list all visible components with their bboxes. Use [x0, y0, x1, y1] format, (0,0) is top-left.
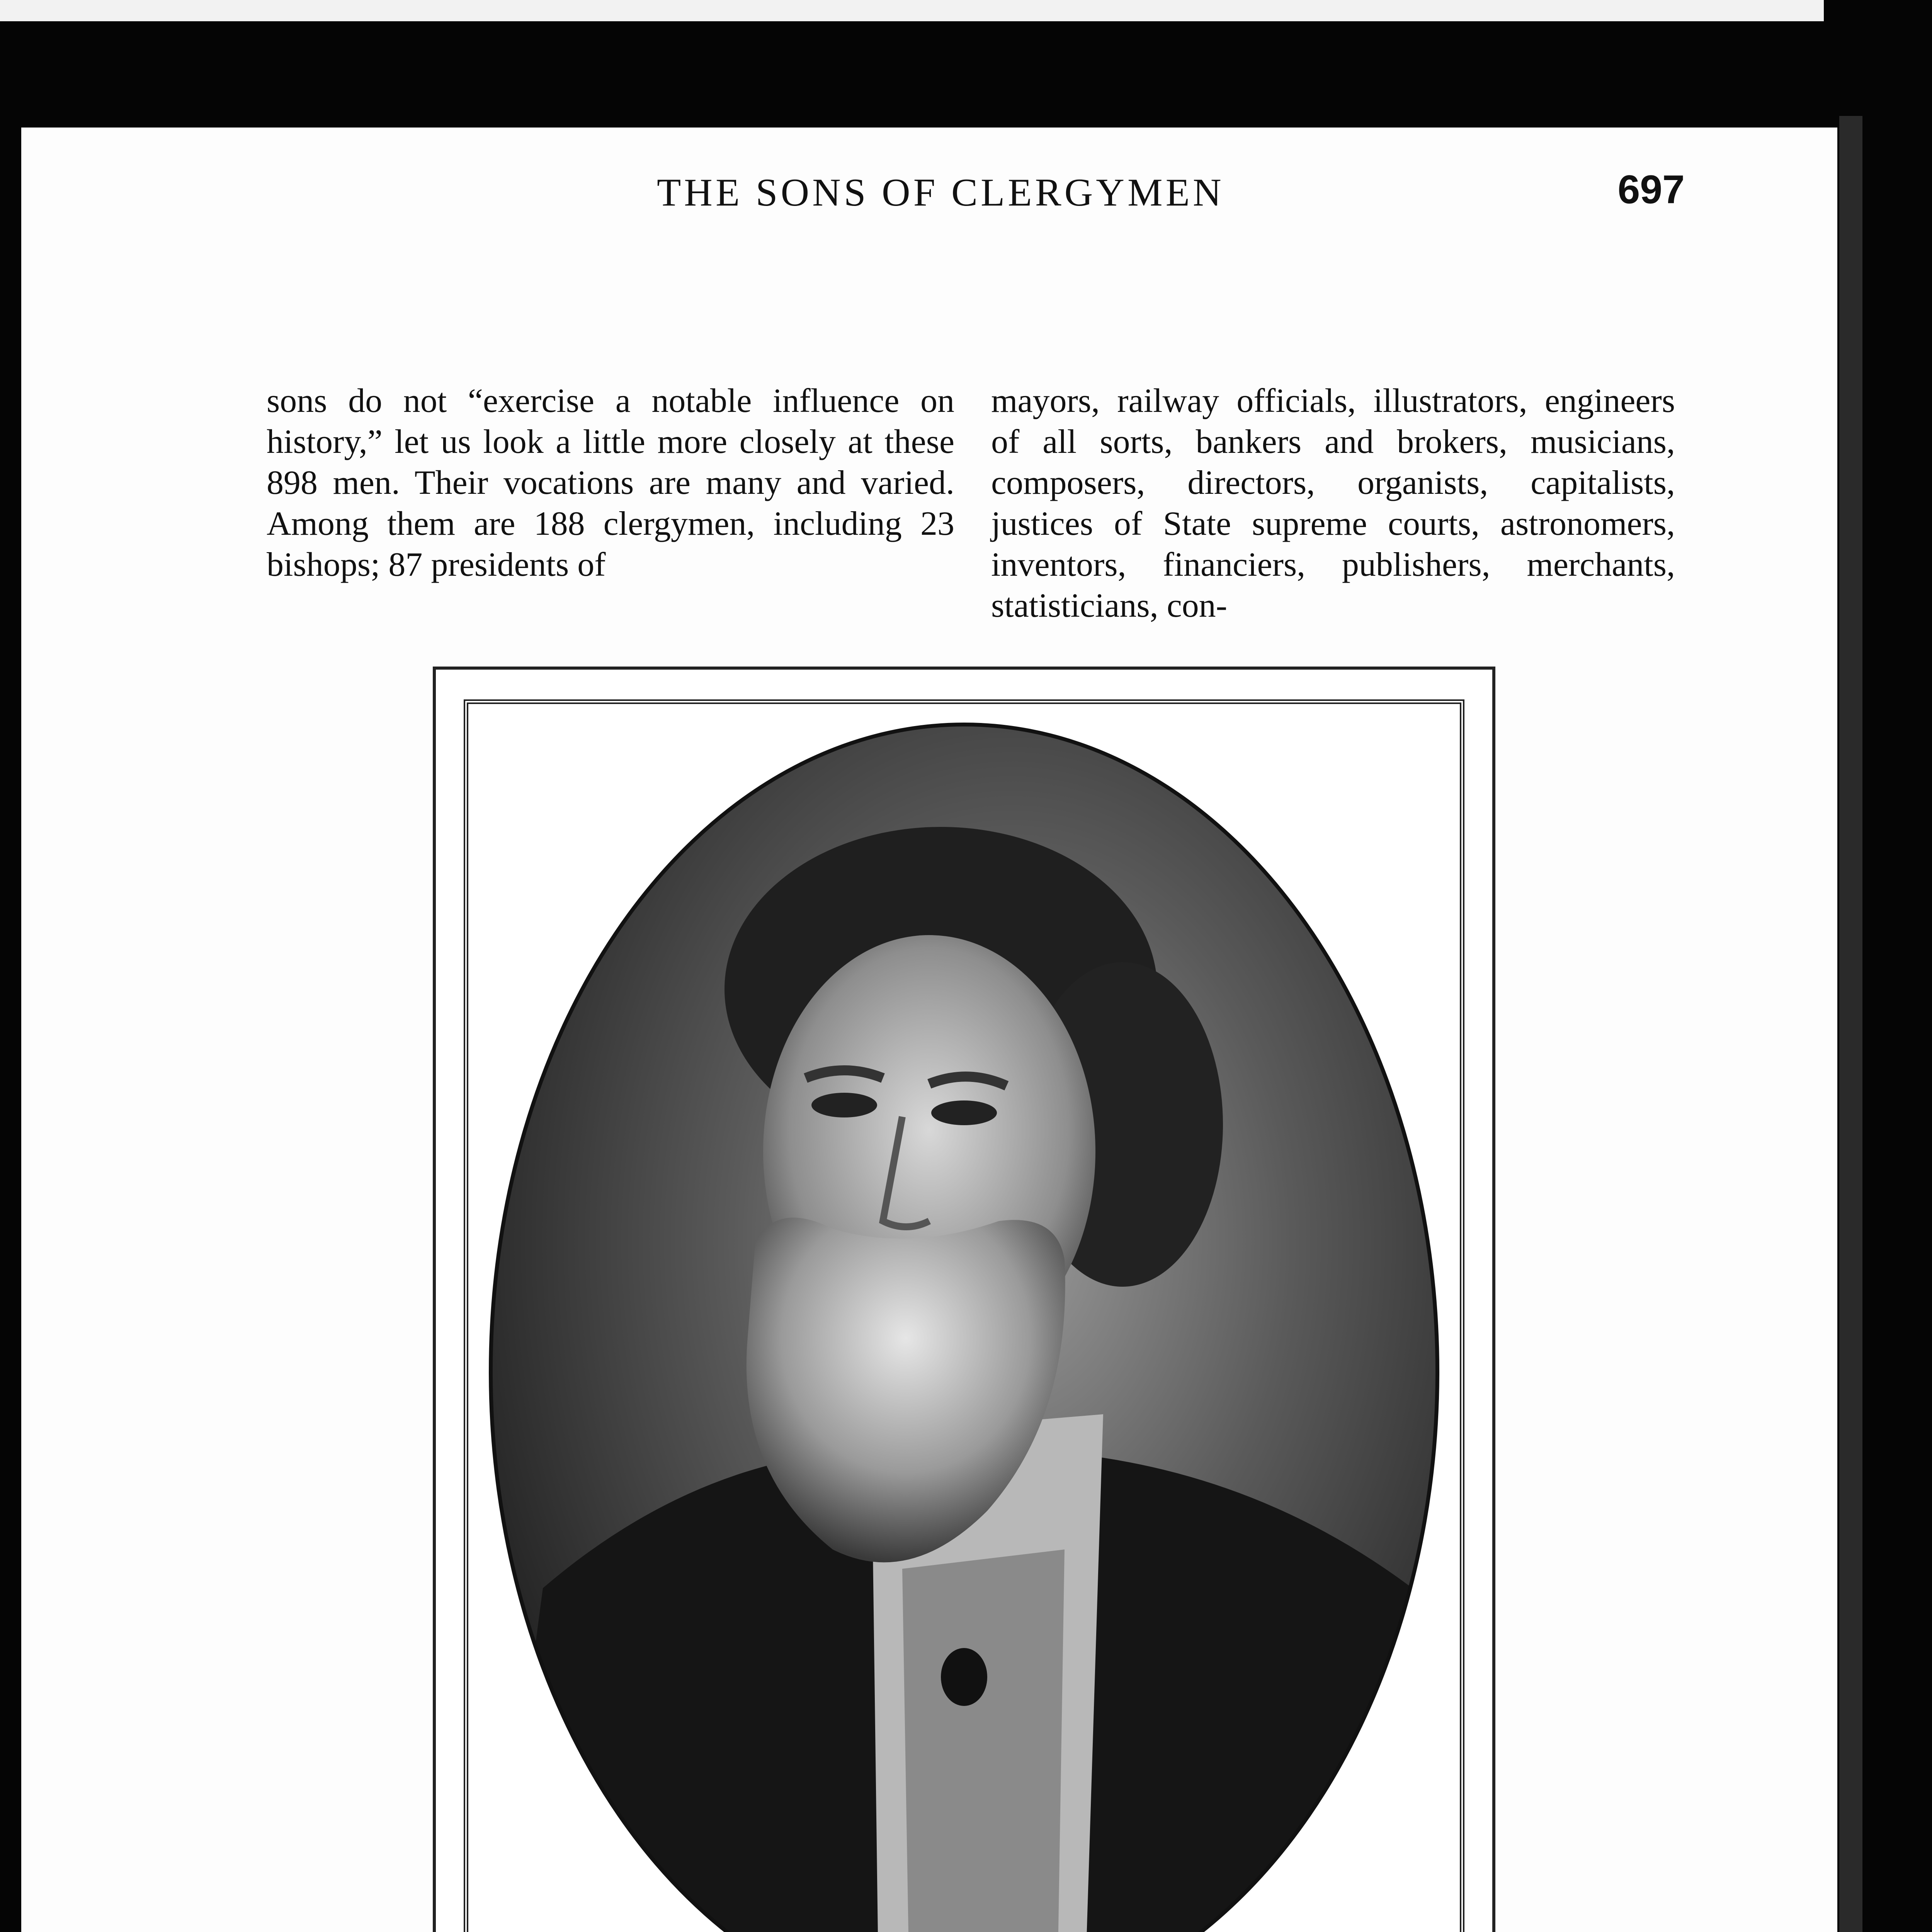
column-top-left — [267, 381, 954, 585]
column-top-right — [991, 381, 1675, 626]
body-paragraph: sons do not “exercise a notable influence on history,” let us look a little more closely at these 898 men. Their vocations are many and varied. Among them are 188 clergymen, including 23 bishops; 87 presidents of — [267, 382, 954, 583]
page-number: 697 — [1617, 167, 1685, 212]
running-head-title: THE SONS OF CLERGYMEN — [657, 171, 1225, 214]
scan-top-edge — [0, 0, 1824, 21]
portrait-photograph — [485, 719, 1443, 1932]
scan-binding-shadow — [1839, 116, 1862, 1932]
body-paragraph: mayors, railway officials, illustrators, engineers of all sorts, bankers and brokers, musicians, composers, directors, organists, capitalists, justices of State supreme courts, astronomers, inventors, financiers, publishers, merchants, statisticians, con- — [991, 382, 1675, 624]
